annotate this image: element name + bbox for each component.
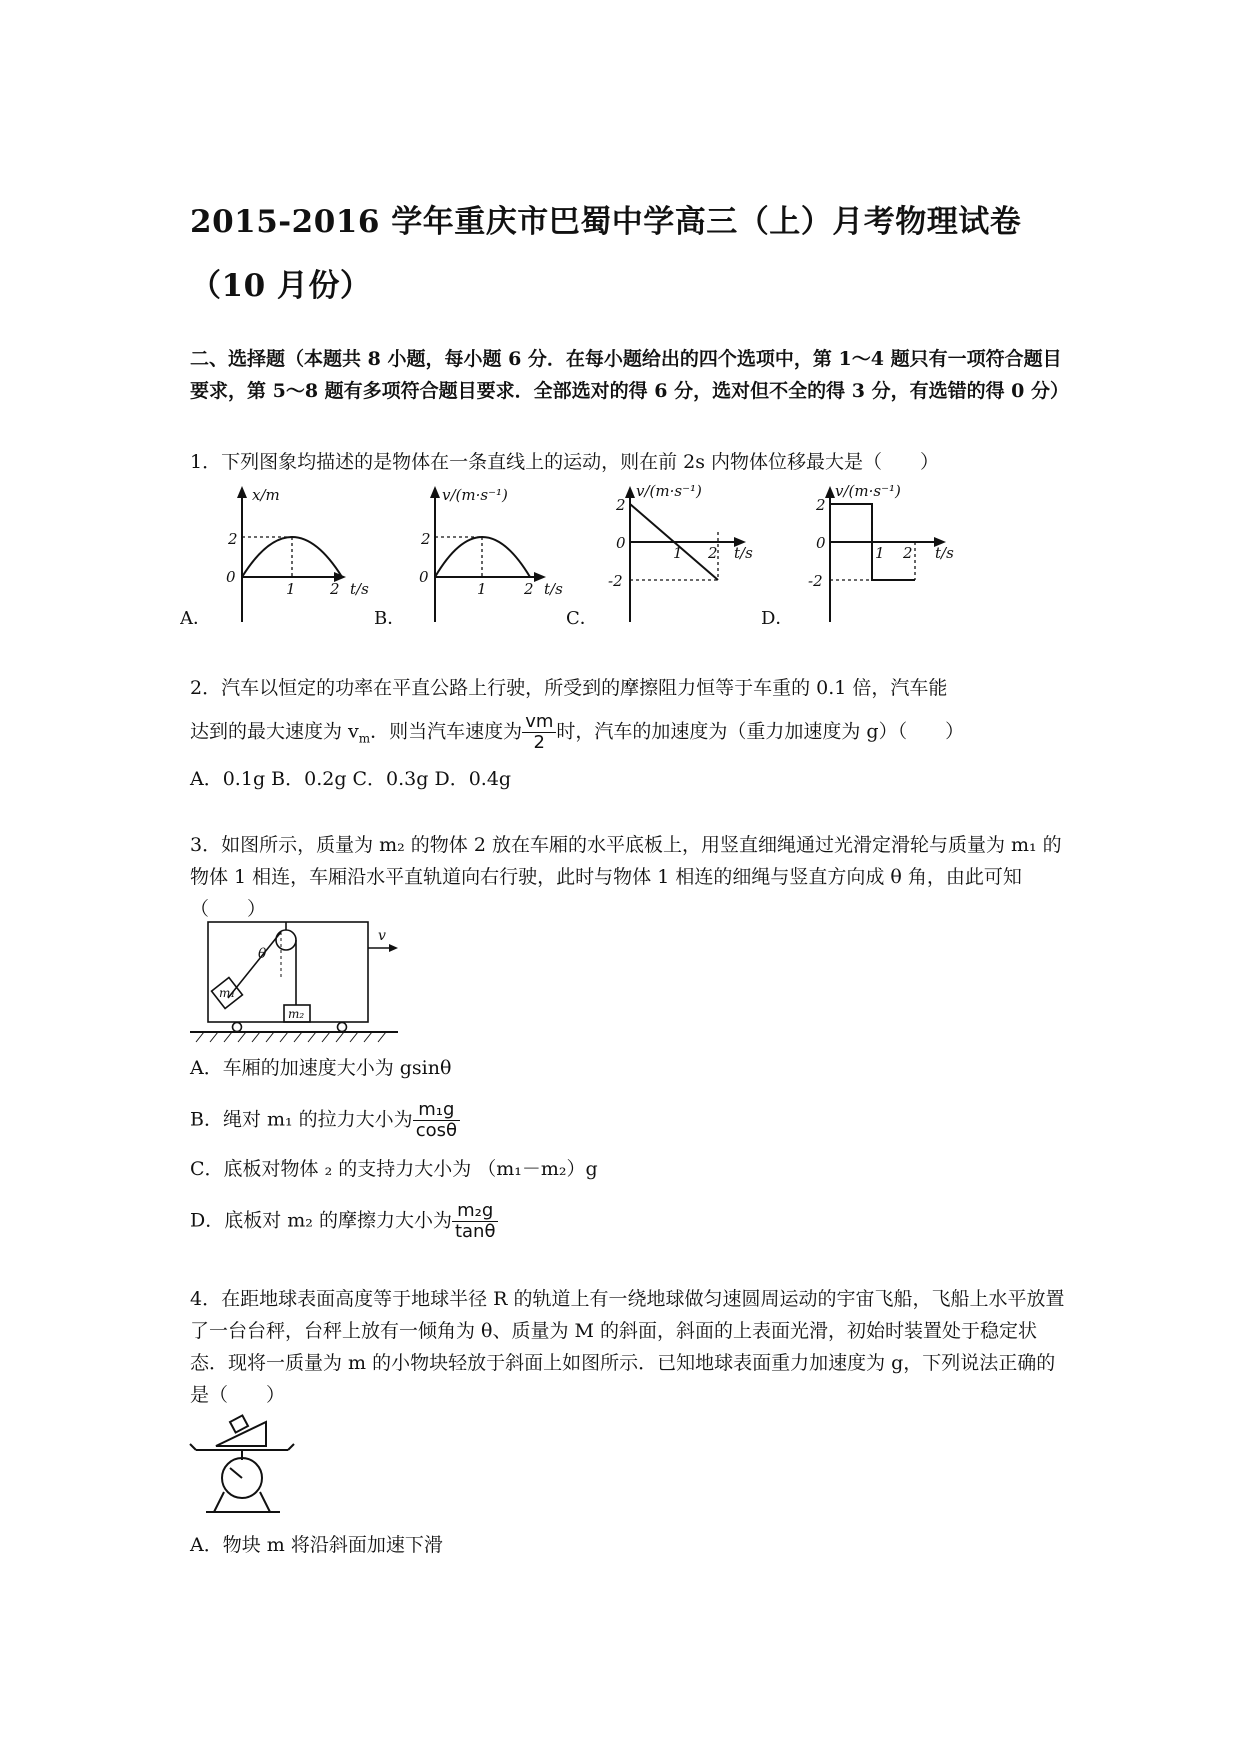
svg-text:2: 2: [903, 544, 913, 562]
option-b-label: B．: [374, 608, 406, 629]
svg-text:2: 2: [330, 580, 340, 598]
velocity-label: v: [378, 928, 386, 944]
svg-text:1: 1: [673, 544, 683, 562]
question-3-option-b: B．绳对 m₁ 的拉力大小为 $\frac{\text{m₁g}}{\cos\theta}$: [190, 1100, 460, 1141]
svg-text:t/s: t/s: [350, 580, 369, 598]
svg-text:t/s: t/s: [544, 580, 563, 598]
theta-label: θ: [258, 946, 267, 962]
graph-d: [761, 482, 954, 629]
option-d-label: D．: [761, 608, 794, 629]
question-3-stem: 3．如图所示，质量为 m₂ 的物体 2 放在车厢的水平底板上，用竖直细绳通过光滑定滑轮与质量为 m₁ 的物体 1 相连，车厢沿水平直轨道向右行驶，此时与物体 1 相连的细绳与竖直方向成 θ 角，由此可知（ ）: [190, 834, 1062, 920]
svg-text:2: 2: [708, 544, 718, 562]
svg-text:0: 0: [616, 534, 626, 552]
graph-d-ylabel: v/(m·s⁻¹): [835, 482, 901, 500]
svg-text:2: 2: [228, 530, 238, 548]
svg-text:2: 2: [421, 530, 431, 548]
question-4-option-a: A．物块 m 将沿斜面加速下滑: [190, 1534, 443, 1556]
svg-text:0: 0: [816, 534, 826, 552]
question-2-line1: 2．汽车以恒定的功率在平直公路上行驶，所受到的摩擦阻力恒等于车重的 0.1 倍，汽车能: [190, 677, 948, 699]
svg-text:2: 2: [616, 496, 626, 514]
question-1-stem: 1．下列图象均描述的是物体在一条直线上的运动，则在前 2s 内物体位移最大是（ ）: [190, 451, 940, 473]
question-2-options: A．0.1g B．0.2g C．0.3g D．0.4g: [190, 768, 512, 790]
svg-text:2: 2: [524, 580, 534, 598]
question-4-stem: 4．在距地球表面高度等于地球半径 R 的轨道上有一绕地球做匀速圆周运动的宇宙飞船，飞船上水平放置了一台台秤，台秤上放有一倾角为 θ、质量为 M 的斜面，斜面的上表面光滑，初始时装置处于稳定状态．现将一质量为 m 的小物块轻放于斜面上如图所示．已知地球表面重力加速度为 g，下列说法正确的是（ ）: [190, 1288, 1065, 1406]
graph-b: [374, 486, 563, 629]
svg-text:t/s: t/s: [734, 544, 753, 562]
svg-text:0: 0: [226, 568, 236, 586]
graph-a: [180, 486, 369, 629]
svg-text:1: 1: [286, 580, 296, 598]
question-3-option-d: D．底板对 m₂ 的摩擦力大小为 $\frac{\text{m₂g}}{\tan\theta}$: [190, 1201, 498, 1242]
question-3-option-a: A．车厢的加速度大小为 gsinθ: [190, 1057, 452, 1079]
svg-text:-2: -2: [608, 572, 623, 590]
m2-label: m₂: [288, 1007, 305, 1021]
svg-text:2: 2: [816, 496, 826, 514]
option-c-label: C．: [566, 608, 598, 629]
svg-text:1: 1: [477, 580, 487, 598]
graph-b-ylabel: v/(m·s⁻¹): [442, 486, 508, 504]
question-3-figure: [186, 918, 406, 1043]
page-title: 2015-2016 学年重庆市巴蜀中学高三（上）月考物理试卷（10 月份）: [190, 204, 1022, 304]
svg-text:1: 1: [875, 544, 885, 562]
question-2-line2: 达到的最大速度为 $v_m$．则当汽车速度为 $\frac{vm}{2}$ 时，汽车的加速度为（重力加速度为 g）（ ）: [190, 711, 965, 753]
graph-a-ylabel: x/m: [252, 486, 280, 504]
question-4-figure: [188, 1410, 308, 1525]
speed-fraction: $\frac{vm}{2}$: [522, 712, 556, 753]
question-1-graphs: [180, 482, 1080, 632]
svg-text:-2: -2: [808, 572, 823, 590]
graph-c-ylabel: v/(m·s⁻¹): [636, 482, 702, 500]
question-3-option-c: C．底板对物体 ₂ 的支持力大小为 （m₁－m₂）g: [190, 1158, 598, 1180]
graph-c: [566, 482, 753, 629]
m1-label: m₁: [219, 986, 236, 1000]
svg-text:0: 0: [419, 568, 429, 586]
svg-text:t/s: t/s: [935, 544, 954, 562]
section-heading: 二、选择题（本题共 8 小题，每小题 6 分．在每小题给出的四个选项中，第 1～4 题只有一项符合题目要求，第 5～8 题有多项符合题目要求．全部选对的得 6 分，选对但不全的得 3 分，有选错的得 0 分）: [190, 348, 1070, 402]
option-a-label: A．: [180, 608, 211, 629]
